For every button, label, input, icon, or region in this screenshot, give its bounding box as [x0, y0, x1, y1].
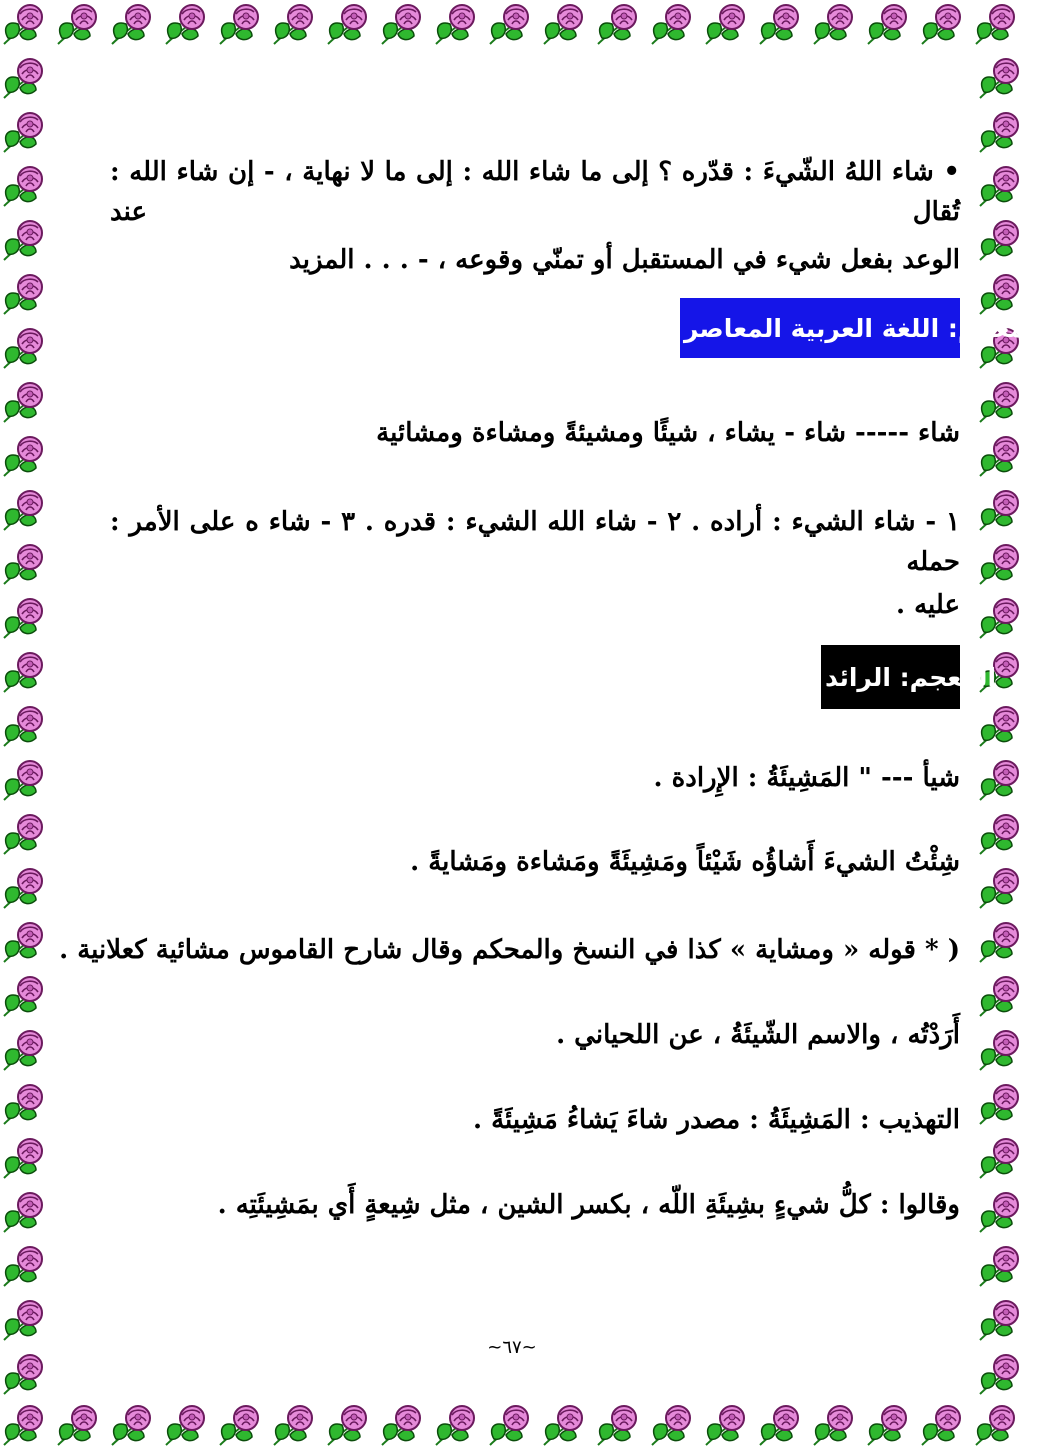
rose-icon — [4, 923, 42, 962]
rose-icon — [652, 5, 690, 44]
rose-icon — [58, 1406, 96, 1445]
rose-icon — [4, 329, 42, 368]
rose-icon — [112, 5, 150, 44]
rose-icon — [760, 1406, 798, 1445]
rose-icon — [868, 5, 906, 44]
text-line-2: الوعد بفعل شيء في المستقبل أو تمنّي وقوعه ، - . . . المزيد — [289, 245, 960, 275]
rose-icon — [166, 1406, 204, 1445]
rose-icon — [4, 383, 42, 422]
rose-icon — [598, 1406, 636, 1445]
rose-icon — [4, 707, 42, 746]
rose-icon — [980, 1139, 1018, 1178]
text-line-3: شاء ----- شاء - يشاء ، شيئًا ومشيئةً ومشاءة ومشائية — [376, 418, 960, 448]
rose-icon — [58, 5, 96, 44]
rose-icon — [4, 221, 42, 260]
rose-icon — [868, 1406, 906, 1445]
rose-icon — [4, 437, 42, 476]
rose-icon — [4, 1139, 42, 1178]
rose-icon — [4, 59, 42, 98]
rose-icon — [760, 5, 798, 44]
rose-icon — [980, 275, 1018, 314]
rose-icon — [4, 1406, 42, 1445]
rose-icon — [980, 1355, 1018, 1394]
rose-icon — [112, 1406, 150, 1445]
rose-icon — [4, 1355, 42, 1394]
rose-icon — [706, 5, 744, 44]
rose-icon — [4, 1193, 42, 1232]
rose-icon — [4, 599, 42, 638]
rose-icon — [544, 5, 582, 44]
rose-icon — [4, 1031, 42, 1070]
rose-icon — [980, 113, 1018, 152]
rose-icon — [980, 1247, 1018, 1286]
rose-icon — [490, 1406, 528, 1445]
rose-icon — [4, 1247, 42, 1286]
dictionary-page — [59, 130, 1044, 1330]
rose-icon — [980, 761, 1018, 800]
rose-icon — [652, 1406, 690, 1445]
text-line-1: • شاء اللهُ الشّيءَ : قدّره ؟ إلى ما شاء الله : إلى ما لا نهاية ، - إن شاء الله : تُقال عند — [110, 157, 960, 227]
rose-icon — [922, 5, 960, 44]
text-line-9: أَرَدْتُه ، والاسم الشّيئَةُ ، عن اللحياني . — [556, 1020, 960, 1050]
rose-icon — [706, 1406, 744, 1445]
text-line-7: شِئْتُ الشيءَ أَشاؤُه شَيْئاً ومَشِيئَةً ومَشاءة ومَشايةً . — [410, 847, 960, 877]
rose-icon — [980, 707, 1018, 746]
rose-icon — [220, 1406, 258, 1445]
rose-icon — [980, 1031, 1018, 1070]
rose-icon — [980, 437, 1018, 476]
rose-icon — [382, 5, 420, 44]
rose-icon — [490, 5, 528, 44]
rose-icon — [4, 491, 42, 530]
rose-icon — [980, 815, 1018, 854]
text-line-5: عليه . — [895, 590, 960, 620]
rose-icon — [976, 5, 1014, 44]
rose-icon — [436, 5, 474, 44]
rose-icon — [544, 1406, 582, 1445]
rose-icon — [166, 5, 204, 44]
rose-icon — [4, 977, 42, 1016]
rose-icon — [4, 761, 42, 800]
rose-icon — [220, 5, 258, 44]
dictionary-label-raed — [821, 645, 997, 709]
rose-icon — [4, 653, 42, 692]
rose-icon — [980, 383, 1018, 422]
rose-icon — [976, 1406, 1014, 1445]
rose-icon — [980, 59, 1018, 98]
rose-icon — [980, 167, 1018, 206]
rose-icon — [980, 923, 1018, 962]
rose-icon — [382, 1406, 420, 1445]
rose-icon — [274, 1406, 312, 1445]
rose-icon — [598, 5, 636, 44]
rose-icon — [980, 1301, 1018, 1340]
rose-icon — [980, 977, 1018, 1016]
dictionary-label-contemporary-text: المعجم: اللغة العربية المعاصر — [684, 313, 1044, 343]
rose-icon — [328, 1406, 366, 1445]
rose-icon — [4, 815, 42, 854]
rose-icon — [980, 221, 1018, 260]
page-number: ~٦٧~ — [487, 1337, 537, 1358]
rose-icon — [436, 1406, 474, 1445]
rose-icon — [4, 1085, 42, 1124]
rose-icon — [4, 275, 42, 314]
rose-icon — [980, 1193, 1018, 1232]
rose-icon — [4, 167, 42, 206]
rose-icon — [814, 1406, 852, 1445]
rose-icon — [4, 5, 42, 44]
text-line-4: ١ - شاء الشيء : أراده . ٢ - شاء الله الشيء : قدره . ٣ - شاء ه على الأمر : حمله — [110, 507, 960, 577]
dictionary-label-raed-text: المعجم: الرائد — [825, 662, 997, 692]
dictionary-label-contemporary — [680, 298, 1044, 358]
text-line-10: التهذيب : المَشِيئَةُ : مصدر شاءَ يَشاءُ مَشِيئَةً . — [473, 1105, 960, 1135]
rose-icon — [980, 869, 1018, 908]
rose-icon — [814, 5, 852, 44]
rose-icon — [4, 113, 42, 152]
text-line-8: ( * قوله « ومشاية » كذا في النسخ والمحكم وقال شارح القاموس مشائية كعلانية . — [59, 935, 960, 965]
rose-icon — [980, 1085, 1018, 1124]
rose-icon — [274, 5, 312, 44]
rose-icon — [4, 1301, 42, 1340]
text-line-11: وقالوا : كلُّ شيءٍ بشِيئَةِ اللّه ، بكسر الشين ، مثل شِيعةٍ أَي بمَشِيئَتِه . — [217, 1190, 960, 1220]
rose-icon — [980, 545, 1018, 584]
rose-icon — [980, 491, 1018, 530]
rose-icon — [4, 545, 42, 584]
rose-icon — [922, 1406, 960, 1445]
text-line-6: شيأ --- " المَشِيئَةُ : الإِرادة . — [653, 763, 960, 793]
rose-icon — [980, 599, 1018, 638]
rose-icon — [4, 869, 42, 908]
rose-icon — [328, 5, 366, 44]
